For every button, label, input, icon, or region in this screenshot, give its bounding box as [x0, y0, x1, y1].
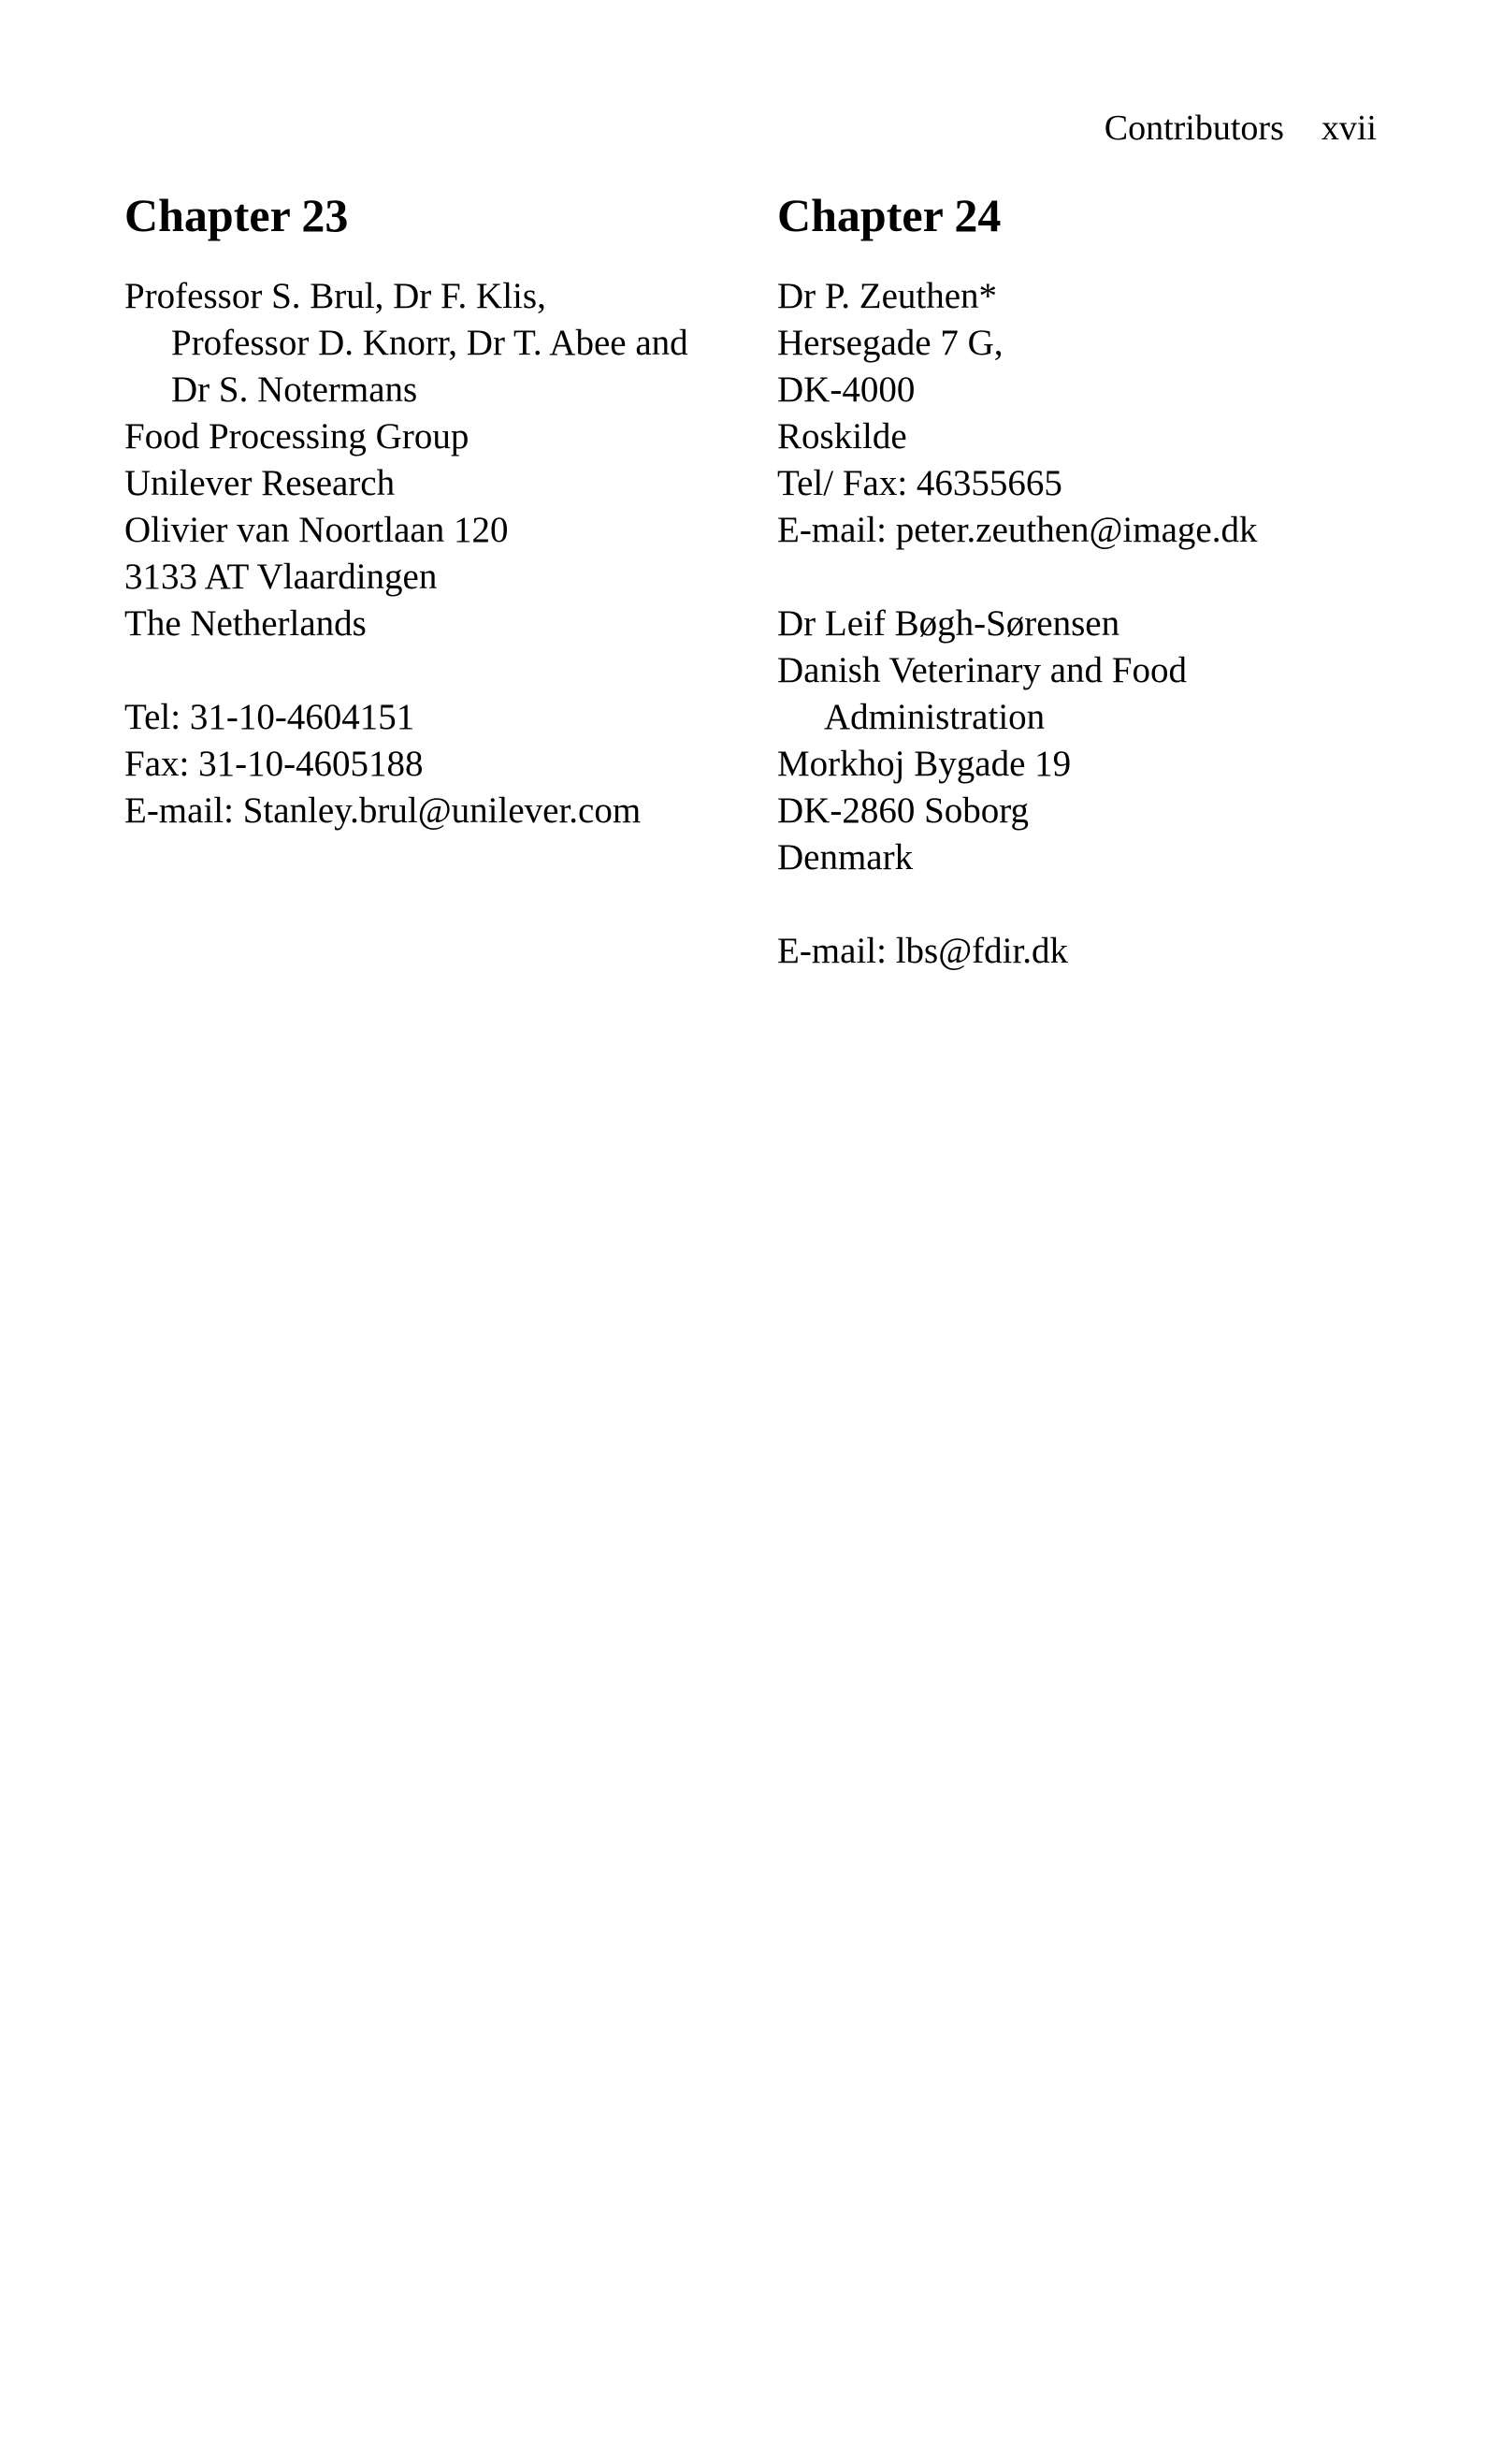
email: E-mail: lbs@fdir.dk	[777, 931, 1069, 971]
email: E-mail: Stanley.brul@unilever.com	[124, 790, 642, 831]
tel-fax: Tel/ Fax: 46355665	[777, 463, 1062, 503]
chapter-23-entry	[124, 187, 760, 834]
spacer	[777, 881, 1413, 928]
running-head	[1105, 105, 1377, 152]
telephone: Tel: 31-10-4604151	[124, 697, 415, 737]
address-line: Morkhoj Bygade 19	[777, 744, 1072, 784]
contributor-name: Dr P. Zeuthen*	[777, 276, 998, 316]
running-head-section: Contributors	[1104, 109, 1284, 148]
page-number: xvii	[1321, 109, 1377, 148]
spacer	[777, 554, 1413, 601]
address-line: Roskilde	[777, 416, 907, 457]
chapter-heading: Chapter 23	[124, 189, 349, 241]
affiliation-line: Danish Veterinary and Food	[777, 650, 1187, 690]
fax: Fax: 31-10-4605188	[124, 744, 424, 784]
address-line: DK-4000	[777, 370, 916, 410]
address-line: Olivier van Noortlaan 120	[124, 510, 509, 550]
address-line: Food Processing Group	[124, 416, 469, 457]
chapter-heading: Chapter 24	[777, 189, 1002, 241]
address-line: The Netherlands	[124, 603, 367, 644]
spacer	[124, 647, 760, 694]
author-line: Professor S. Brul, Dr F. Klis,	[124, 276, 546, 316]
address-line: Denmark	[777, 837, 914, 877]
email: E-mail: peter.zeuthen@image.dk	[777, 510, 1258, 550]
author-line: Dr S. Notermans	[171, 370, 418, 410]
address-line: 3133 AT Vlaardingen	[124, 557, 438, 597]
address-line: Hersegade 7 G,	[777, 323, 1004, 363]
author-line: Professor D. Knorr, Dr T. Abee and	[171, 323, 688, 363]
affiliation-line: Administration	[824, 697, 1046, 737]
address-line: DK-2860 Soborg	[777, 790, 1030, 831]
chapter-24-entry	[777, 187, 1413, 975]
address-line: Unilever Research	[124, 463, 396, 503]
contributor-name: Dr Leif Bøgh-Sørensen	[777, 603, 1120, 644]
